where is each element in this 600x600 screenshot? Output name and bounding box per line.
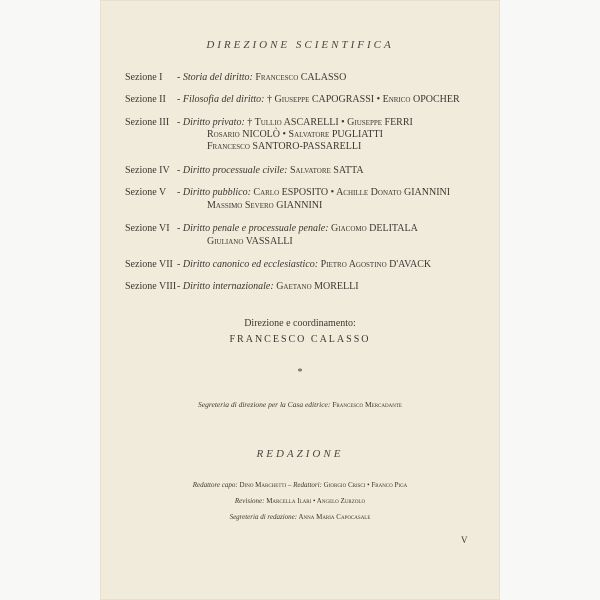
section-field: Diritto privato:: [182, 117, 245, 128]
section-label: Sezione II: [125, 94, 166, 105]
section-field: Filosofia del diritto:: [182, 94, 265, 105]
segreteria-line: Segreteria di direzione per la Casa editrice: Francesco Mercadante: [198, 400, 402, 409]
section-label: Sezione VII: [125, 259, 173, 270]
section-field: Diritto canonico ed ecclesiastico:: [182, 259, 319, 270]
section-field: Storia del diritto:: [182, 72, 253, 83]
section-names-cont: Giuliano VASSALLI: [207, 236, 293, 247]
section-label: Sezione IV: [125, 165, 170, 176]
coordination-label: Direzione e coordinamento:: [244, 318, 356, 329]
section-label: Sezione III: [125, 117, 170, 128]
section-names: Salvatore SATTA: [287, 165, 364, 176]
section-names: Gaetano MORELLI: [273, 281, 359, 292]
document-page: DIREZIONE SCIENTIFICA Sezione I - Storia del diritto: Francesco CALASSO Sezione II - Filosofia del diritto: † Giuseppe CAPOGRASSI • Enrico OPOCHER Sezione III - Diritto privato: † Tullio ASCARELLI • Giuseppe FERRI Rosario NICOLÒ • Salvatore PUGLIATTI Francesco SANTORO-PASSARELLI Sezione IV - Diritto processuale civile: Salvatore SATTA Sezione V - Diritto pubblico: Carlo ESPOSITO • Achille Donato GIANNINI Massimo Severo GIANNINI Sezione VI - Diritto penale e processuale penale: Giacomo DELITALA Giuliano VASSALLI Sezione VII - Diritto canonico ed ecclesiastico: Pietro Agostino D'AVACK Sezione VIII - Diritto internazionale: Gaetano MORELLI Direzione e coordinamento: FRANCESCO CALASSO * Segreteria di direzione per la Casa editrice: Francesco Mercadante REDAZIONE Redattore capo: Dino Marchetti – Redattori: Giorgio Crisci • Franco Piga Revisione: Marcella Ilari • Angelo Zurzolo Segreteria di redazione: Anna Maria Capocasale V: [100, 0, 500, 600]
section-names: Carlo ESPOSITO • Achille Donato GIANNINI: [250, 187, 451, 198]
section-names-cont: Massimo Severo GIANNINI: [207, 200, 323, 211]
section-names-cont: Rosario NICOLÒ • Salvatore PUGLIATTI: [207, 129, 383, 140]
section-label: Sezione VIII: [125, 281, 177, 292]
section-field: Diritto penale e processuale penale:: [182, 223, 329, 234]
section-names: Pietro Agostino D'AVACK: [318, 259, 432, 270]
redazione-line-3: Segreteria di redazione: Anna Maria Capocasale: [229, 513, 371, 521]
redazione-line-1: Redattore capo: Dino Marchetti – Redattori: Giorgio Crisci • Franco Piga: [192, 481, 408, 489]
section-label: Sezione I: [125, 72, 163, 83]
section-field: Diritto pubblico:: [182, 187, 251, 198]
direzione-title: DIREZIONE SCIENTIFICA: [206, 39, 394, 51]
page-number: V: [461, 535, 468, 545]
section-names: Giacomo DELITALA: [328, 223, 418, 234]
section-names: † Giuseppe CAPOGRASSI • Enrico OPOCHER: [264, 94, 460, 105]
section-names: † Tullio ASCARELLI • Giuseppe FERRI: [244, 117, 413, 128]
section-field: Diritto internazionale:: [182, 281, 274, 292]
section-names-cont: Francesco SANTORO-PASSARELLI: [207, 141, 362, 152]
section-label: Sezione VI: [125, 223, 170, 234]
redazione-line-2: Revisione: Marcella Ilari • Angelo Zurzolo: [234, 497, 366, 505]
redazione-title: REDAZIONE: [256, 448, 344, 460]
section-names: Francesco CALASSO: [252, 72, 347, 83]
section-label: Sezione V: [125, 187, 167, 198]
section-field: Diritto processuale civile:: [182, 165, 288, 176]
asterisk-divider: *: [297, 367, 303, 378]
coordination-name: FRANCESCO CALASSO: [229, 334, 371, 345]
